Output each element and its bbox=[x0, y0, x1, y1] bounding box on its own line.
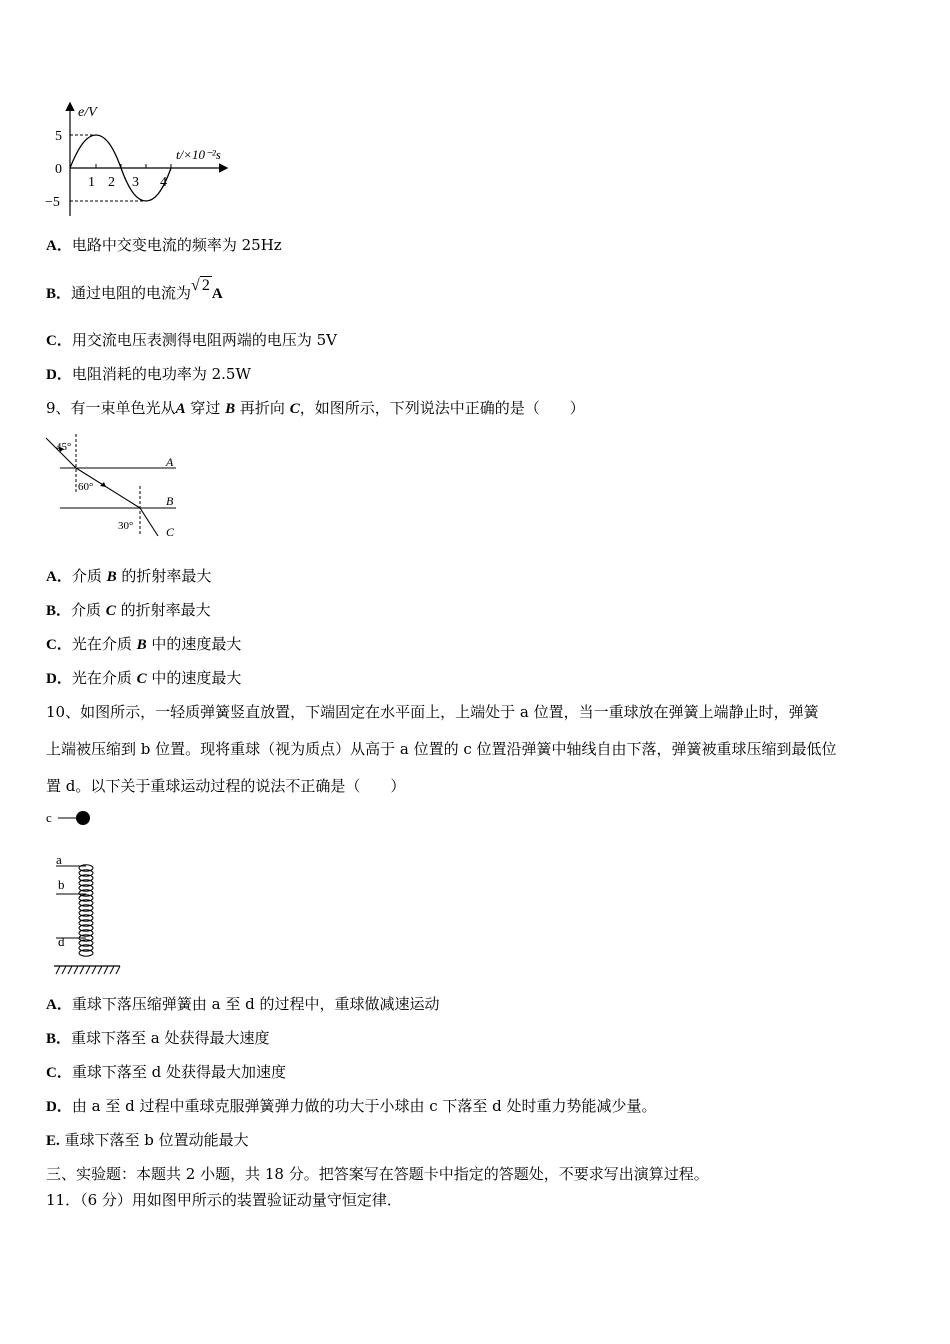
option-key: C． bbox=[46, 637, 72, 653]
q9-option-d bbox=[46, 668, 241, 689]
stem-text: 穿过 bbox=[185, 399, 226, 417]
q9-option-c bbox=[46, 634, 241, 655]
q10-option-c bbox=[46, 1062, 286, 1083]
option-text: 介质 bbox=[71, 567, 107, 585]
y-axis-label: e/V bbox=[78, 105, 97, 120]
label-a: a bbox=[56, 852, 62, 867]
angle-30: 30° bbox=[118, 520, 134, 532]
y-tick-5: 5 bbox=[55, 129, 62, 144]
option-key: D． bbox=[46, 1099, 72, 1115]
unit-ampere: A bbox=[211, 286, 223, 302]
q10-option-b bbox=[46, 1028, 270, 1049]
hatch-mark bbox=[116, 966, 120, 974]
sqrt-expression: √ 2 bbox=[191, 277, 210, 294]
hatch-mark bbox=[56, 966, 60, 974]
option-text: 重球下落至 a 处获得最大速度 bbox=[71, 1029, 270, 1047]
option-text: 电路中交变电流的频率为 25Hz bbox=[71, 236, 282, 254]
ray-exit bbox=[140, 508, 158, 536]
q8-option-d bbox=[46, 364, 251, 385]
option-text: 通过电阻的电流为 bbox=[71, 284, 192, 302]
x-tick-1: 1 bbox=[88, 175, 95, 190]
ray-arrow-2 bbox=[100, 482, 106, 487]
label-b: B bbox=[166, 494, 174, 508]
spring-ball-diagram bbox=[40, 806, 140, 981]
option-text: 的折射率最大 bbox=[116, 567, 212, 585]
option-text: 重球下落至 d 处获得最大加速度 bbox=[71, 1063, 286, 1081]
x-tick-2: 2 bbox=[108, 175, 115, 190]
option-text: 重球下落至 b 位置动能最大 bbox=[59, 1131, 249, 1149]
q9-stem bbox=[46, 398, 585, 419]
medium-symbol: B bbox=[106, 569, 117, 585]
q11-stem: 11．（6 分）用如图甲所示的装置验证动量守恒定律． bbox=[46, 1191, 402, 1209]
hatch-mark bbox=[68, 966, 72, 974]
hatch-mark bbox=[110, 966, 114, 974]
option-text: 介质 bbox=[71, 601, 106, 619]
label-d: d bbox=[58, 934, 65, 949]
stem-text: ，如图所示，下列说法中正确的是（ ） bbox=[299, 399, 585, 417]
option-key: A． bbox=[46, 997, 72, 1013]
option-text: 光在介质 bbox=[71, 669, 137, 687]
q10-option-d bbox=[46, 1096, 657, 1117]
option-text: 用交流电压表测得电阻两端的电压为 5V bbox=[71, 331, 337, 349]
label-b: b bbox=[58, 877, 65, 892]
option-key: D． bbox=[46, 367, 72, 383]
symbol-b: B bbox=[225, 401, 236, 417]
option-key: B． bbox=[46, 286, 72, 302]
medium-symbol: C bbox=[105, 603, 116, 619]
q10-option-e bbox=[46, 1130, 249, 1151]
hatch-mark bbox=[104, 966, 108, 974]
stem-text: 有一束单色光从 bbox=[70, 399, 176, 417]
option-text: 中的速度最大 bbox=[146, 669, 242, 687]
y-tick-neg5: −5 bbox=[45, 195, 60, 210]
label-a: A bbox=[166, 455, 174, 469]
sqrt-radicand: 2 bbox=[201, 277, 210, 294]
q10-stem-line3: 置 d。以下关于重球运动过程的说法不正确是（ ） bbox=[46, 777, 406, 795]
option-key: C． bbox=[46, 333, 72, 349]
question-number: 9、 bbox=[46, 399, 71, 417]
option-key: A． bbox=[46, 238, 72, 254]
medium-symbol: C bbox=[136, 671, 147, 687]
q10-option-a bbox=[46, 994, 439, 1015]
x-axis-label: t/×10⁻²s bbox=[176, 147, 221, 162]
q8-option-b bbox=[46, 277, 223, 307]
label-c: c bbox=[46, 810, 52, 825]
label-c: C bbox=[166, 525, 175, 539]
option-key: E. bbox=[46, 1133, 60, 1149]
option-key: A． bbox=[46, 569, 72, 585]
x-tick-3: 3 bbox=[132, 175, 139, 190]
option-key: D． bbox=[46, 671, 72, 687]
q8-option-c bbox=[46, 330, 337, 351]
option-text: 中的速度最大 bbox=[146, 635, 242, 653]
option-text: 电阻消耗的电功率为 2.5W bbox=[71, 365, 251, 383]
option-key: B． bbox=[46, 1031, 72, 1047]
spring-coils bbox=[79, 865, 93, 956]
option-key: B． bbox=[46, 603, 72, 619]
medium-symbol: B bbox=[136, 637, 147, 653]
q10-stem-line2: 上端被压缩到 b 位置。现将重球（视为质点）从高于 a 位置的 c 位置沿弹簧中轴线自由下落，弹簧被重球压缩到最低位 bbox=[46, 740, 837, 758]
y-tick-0: 0 bbox=[55, 162, 62, 177]
section-3-heading: 三、实验题：本题共 2 小题，共 18 分。把答案写在答题卡中指定的答题处，不要求写出演算过程。 bbox=[46, 1165, 709, 1183]
hatch-mark bbox=[98, 966, 102, 974]
option-text: 由 a 至 d 过程中重球克服弹簧弹力做的功大于小球由 c 下落至 d 处时重力势能减少量。 bbox=[71, 1097, 657, 1115]
q8-option-a bbox=[46, 235, 282, 256]
emf-time-graph bbox=[40, 98, 240, 223]
hatch-mark bbox=[74, 966, 78, 974]
angle-45: 45° bbox=[56, 441, 72, 453]
x-tick-4: 4 bbox=[160, 175, 167, 190]
option-text: 光在介质 bbox=[71, 635, 137, 653]
q9-option-a bbox=[46, 566, 211, 587]
q9-option-b bbox=[46, 600, 211, 621]
heavy-ball bbox=[76, 811, 90, 825]
ground-hatch bbox=[56, 966, 120, 974]
hatch-mark bbox=[86, 966, 90, 974]
angle-60: 60° bbox=[78, 481, 94, 493]
hatch-mark bbox=[92, 966, 96, 974]
option-key: C． bbox=[46, 1065, 72, 1081]
symbol-a: A bbox=[175, 401, 186, 417]
option-text: 重球下落压缩弹簧由 a 至 d 的过程中，重球做减速运动 bbox=[71, 995, 440, 1013]
stem-text: 再折向 bbox=[235, 399, 290, 417]
hatch-mark bbox=[62, 966, 66, 974]
refraction-diagram bbox=[40, 430, 190, 545]
hatch-mark bbox=[80, 966, 84, 974]
option-text: 的折射率最大 bbox=[115, 601, 211, 619]
symbol-c: C bbox=[289, 401, 300, 417]
q10-stem-line1: 10、如图所示，一轻质弹簧竖直放置，下端固定在水平面上，上端处于 a 位置，当一重球放在弹簧上端静止时，弹簧 bbox=[46, 703, 819, 721]
